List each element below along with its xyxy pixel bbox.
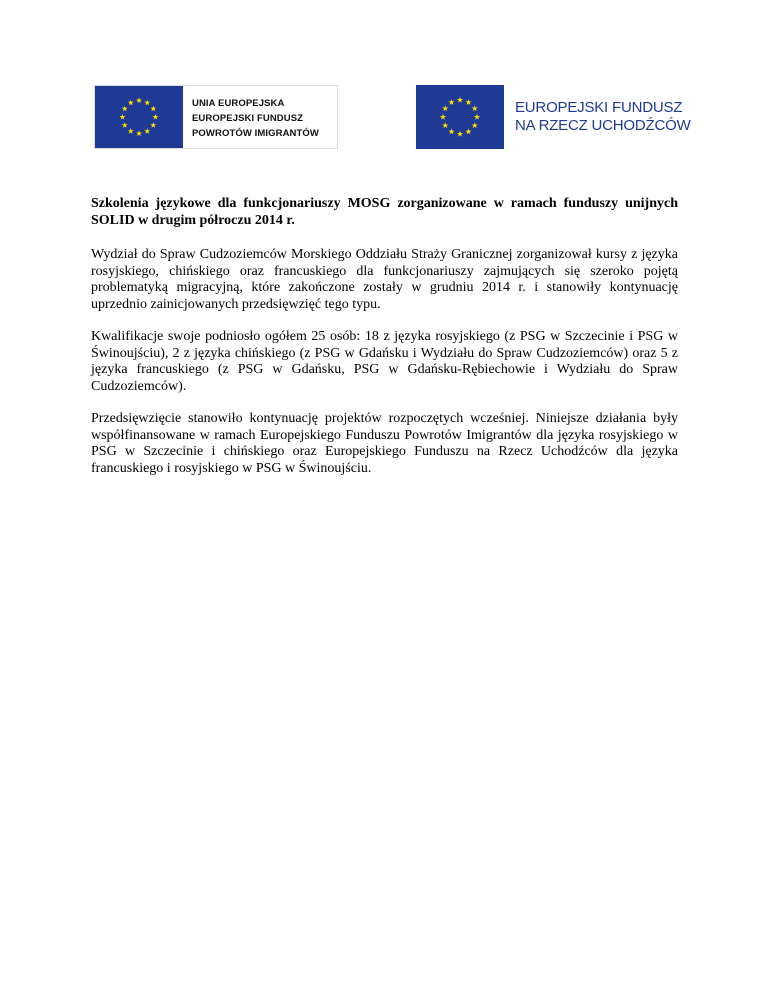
eu-star-icon <box>472 105 478 111</box>
eu-star-icon <box>136 97 142 103</box>
eu-star-icon <box>122 122 128 128</box>
logo-eu-refugee-fund <box>416 85 691 149</box>
eu-star-icon <box>153 114 159 120</box>
eu-star-icon <box>442 122 448 128</box>
paragraph: Wydział do Spraw Cudzoziemców Morskiego Oddziału Straży Granicznej zorganizował kursy z języka rosyjskiego, chińskiego oraz francuskiego dla funkcjonariuszy zajmujących się szeroko pojętą problematyką migracyjną, które zakończone zostały w grudniu 2014 r. i stanowiły kontynuację uprzednio zainicjowanych przedsięwzięć tego typu. <box>91 247 678 312</box>
eu-star-icon <box>448 129 454 135</box>
logo-line: NA RZECZ UCHODŹCÓW <box>515 117 691 134</box>
logo-eu-refugee-fund-text <box>504 85 691 149</box>
eu-flag-icon <box>95 86 183 148</box>
eu-star-icon <box>474 114 480 120</box>
eu-star-icon <box>457 97 463 103</box>
eu-star-icon <box>442 105 448 111</box>
eu-star-icon <box>128 128 134 134</box>
eu-star-icon <box>465 99 471 105</box>
paragraph: Kwalifikacje swoje podniosło ogółem 25 osób: 18 z języka rosyjskiego (z PSG w Szczecinie i PSG w Świnoujściu), 2 z języka chińskiego (z PSG w Gdańsku i Wydziału do Spraw Cudzoziemców) oraz 5 z języka francuskiego (z PSG w Gdańsku, PSG w Gdańsku-Rębiechowie i Wydziału do Spraw Cudzoziemców). <box>91 329 678 394</box>
logo-line: UNIA EUROPEJSKA <box>192 98 285 109</box>
logo-eu-return-fund <box>94 85 338 149</box>
eu-star-icon <box>136 130 142 136</box>
eu-star-icon <box>122 106 128 112</box>
logo-line: EUROPEJSKI FUNDUSZ <box>515 99 683 116</box>
logo-line: EUROPEJSKI FUNDUSZ <box>192 113 304 124</box>
paragraph: Przedsięwzięcie stanowiło kontynuację projektów rozpoczętych wcześniej. Niniejsze działania były współfinansowane w ramach Europejskiego Funduszu Powrotów Imigrantów dla języka rosyjskiego w PSG w Szczecinie i chińskiego oraz Europejskiego Funduszu na Rzecz Uchodźców dla języka francuskiego i rosyjskiego w PSG w Świnoujściu. <box>91 411 678 476</box>
eu-star-icon <box>120 114 126 120</box>
logo-line: POWROTÓW IMIGRANTÓW <box>192 128 319 139</box>
eu-star-icon <box>472 122 478 128</box>
eu-star-icon <box>144 128 150 134</box>
eu-star-icon <box>448 99 454 105</box>
logo-eu-return-fund-text <box>183 86 319 148</box>
eu-star-icon <box>457 131 463 137</box>
document-body <box>91 196 678 493</box>
eu-star-icon <box>150 106 156 112</box>
eu-star-icon <box>440 114 446 120</box>
eu-flag-icon <box>416 85 504 149</box>
eu-star-icon <box>144 100 150 106</box>
eu-star-icon <box>465 129 471 135</box>
eu-star-icon <box>128 100 134 106</box>
eu-star-icon <box>150 122 156 128</box>
document-title: Szkolenia językowe dla funkcjonariuszy MOSG zorganizowane w ramach funduszy unijnych SOLID w drugim półroczu 2014 r. <box>91 196 678 228</box>
